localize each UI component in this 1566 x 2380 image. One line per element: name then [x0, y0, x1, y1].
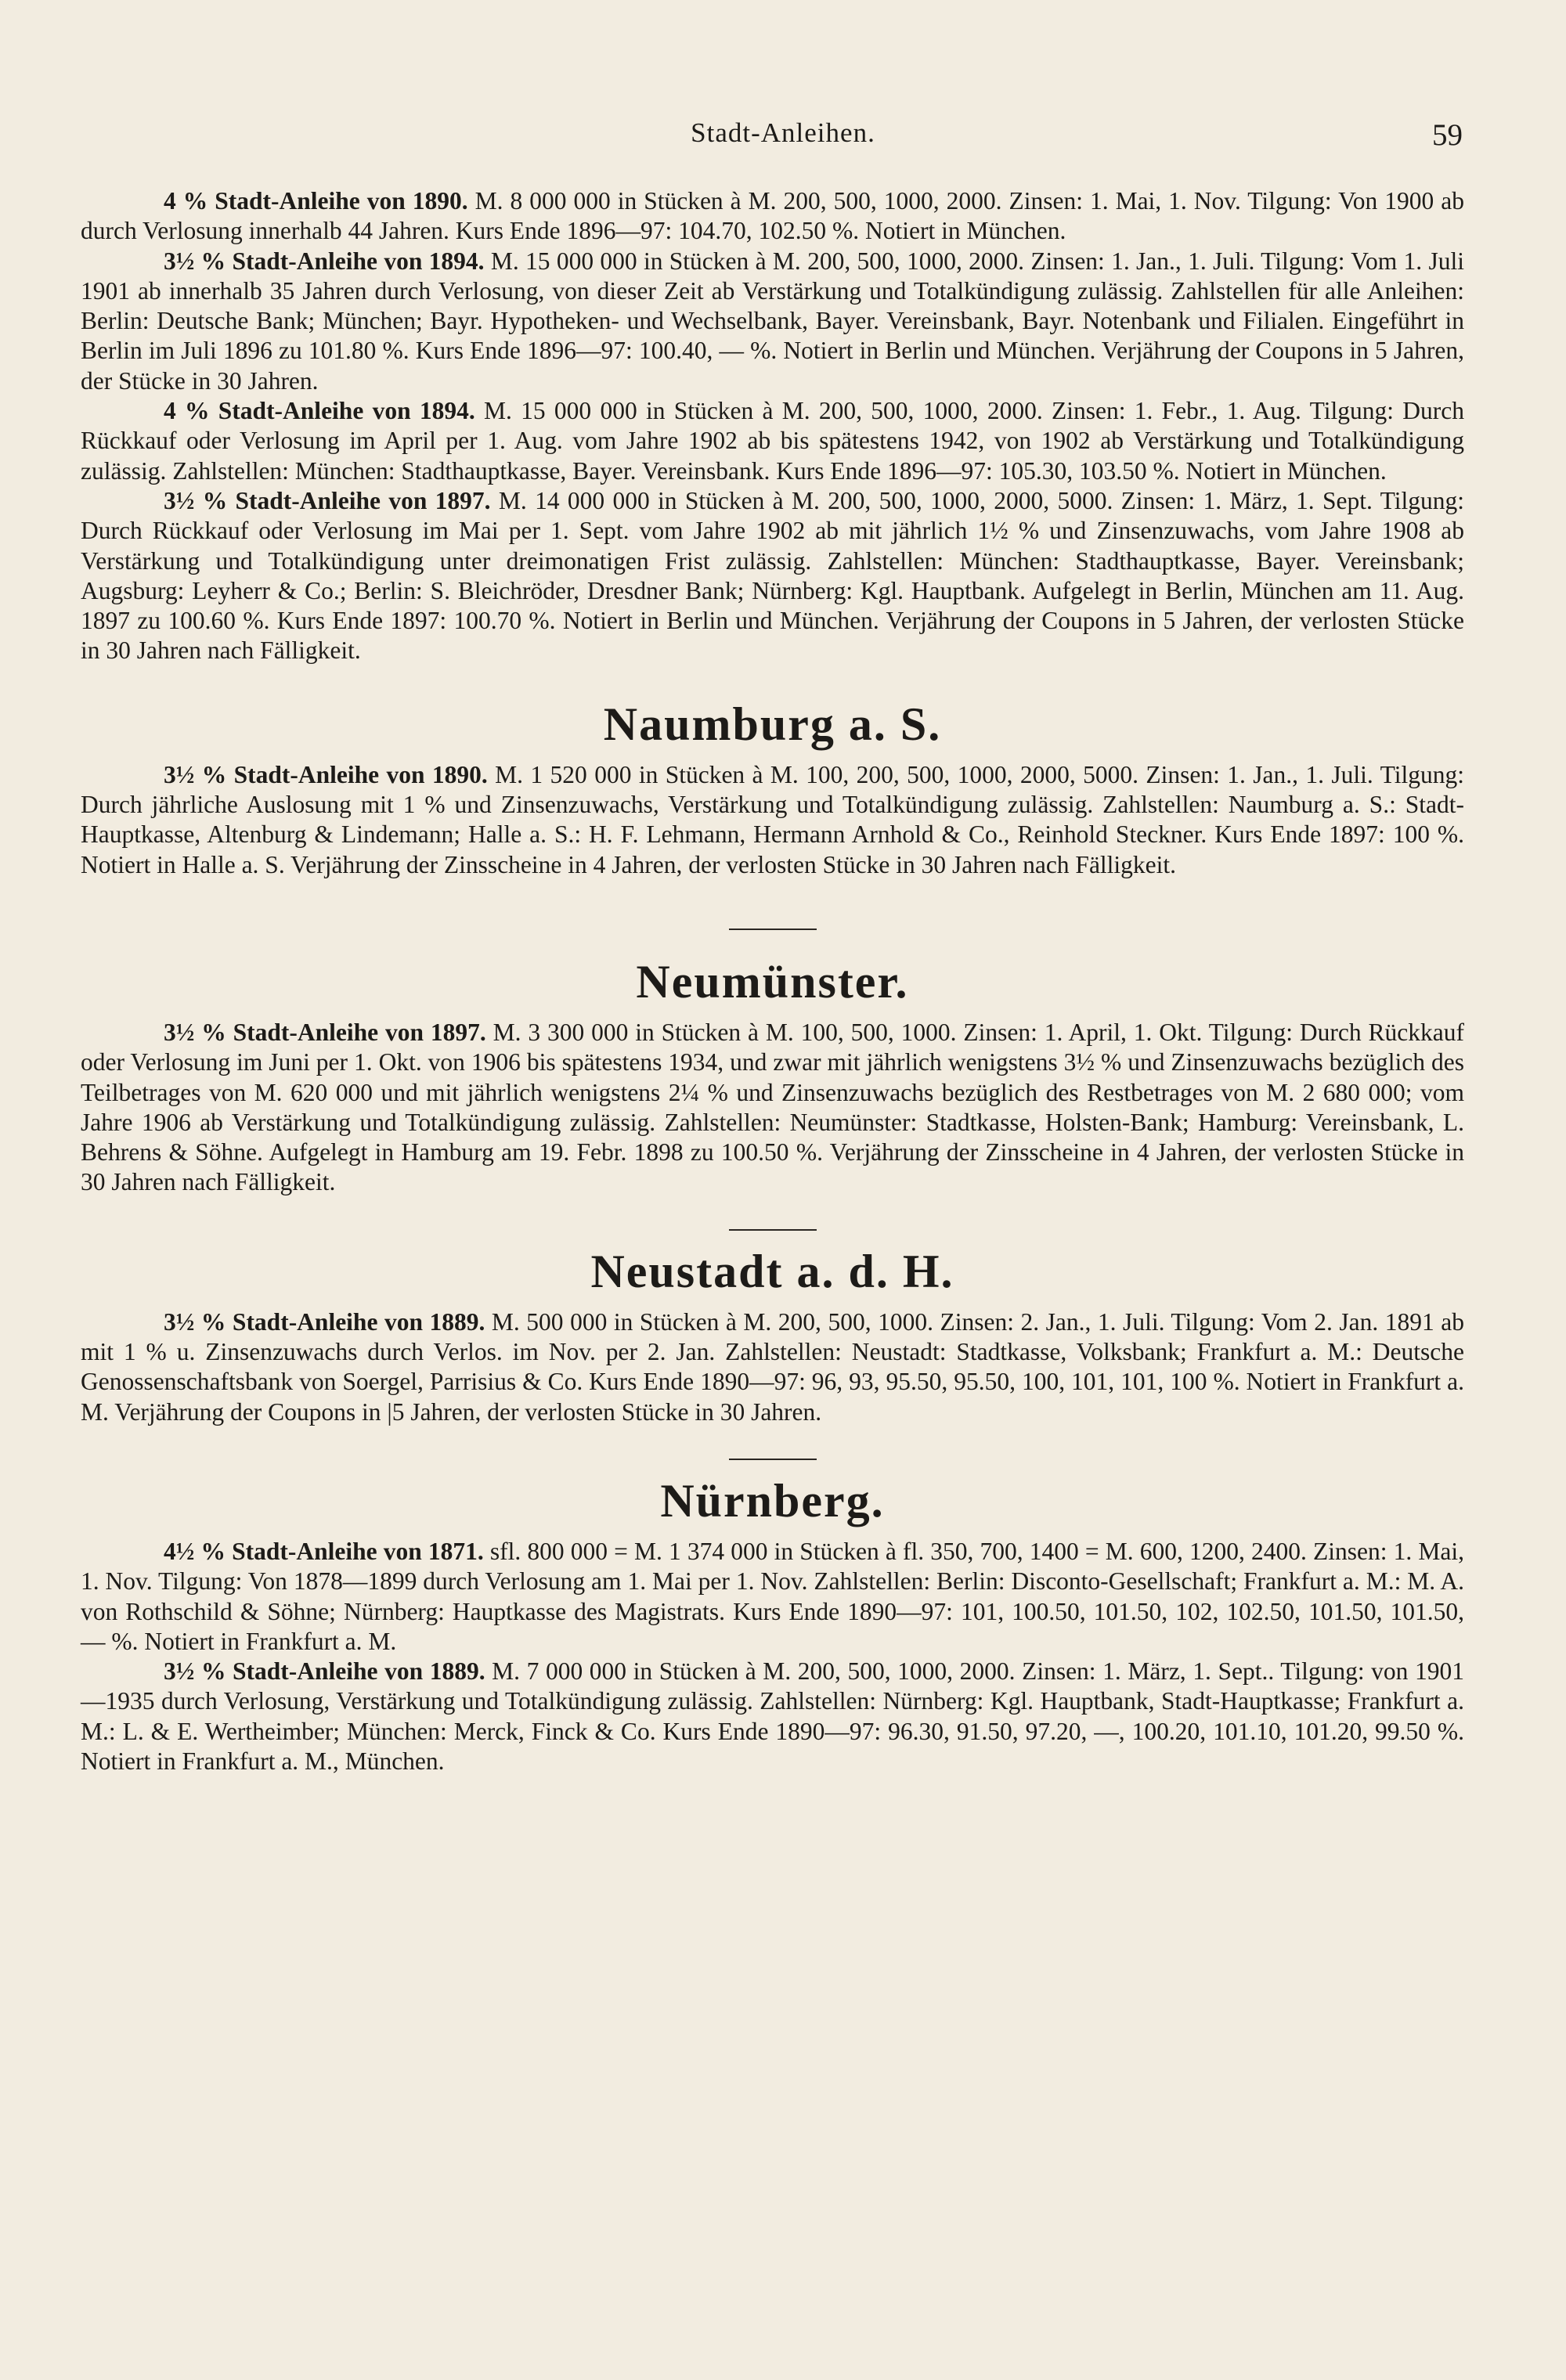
loan-text: M. 3 300 000 in Stücken à M. 100, 500, 1000. Zinsen: 1. April, 1. Okt. Tilgung: Durch Rückkauf oder Verlosung im Juni per 1. Okt. von 1906 bis spätestens 1934, und zwar mit jährlich wenigstens 3½ % und Zinsenzuwachs bezüglich des Teilbetrages von M. 620 000 und mit jährlich wenigstens 2¼ % und Zinsenzuwachs bezüglich des Restbetrages von M. 2 680 000; vom Jahre 1906 ab Verstärkung und Totalkündigung zulässig. Zahlstellen: Neumünster: Stadtkasse, Holsten-Bank; Hamburg: Vereinsbank, L. Behrens & Söhne. Aufgelegt in Hamburg am 19. Febr. 1898 zu 100.50 %. Verjährung der Zinsscheine in 4 Jahren, der verlosten Stücke in 30 Jahren nach Fälligkeit. — [81, 1018, 1464, 1196]
loan-text: M. 8 000 000 in Stücken à M. 200, 500, 1000, 2000. Zinsen: 1. Mai, 1. Nov. Tilgung: Von 1900 ab durch Verlosung innerhalb 44 Jahren. Kurs Ende 1896—97: 104.70, 102.50 %. Notiert in München. — [81, 187, 1464, 245]
loan-text: M. 14 000 000 in Stücken à M. 200, 500, 1000, 2000, 5000. Zinsen: 1. März, 1. Sept. Tilgung: Durch Rückkauf oder Verlosung im Mai per 1. Sept. vom Jahre 1902 ab mit jährlich 1½ % und Zinsenzuwachs, vom Jahre 1908 ab Verstärkung und Totalkündigung unter dreimonatigen Frist zulässig. Zahlstellen: München: Stadthauptkasse, Bayer. Vereinsbank; Augsburg: Leyherr & Co.; Berlin: S. Bleichröder, Dresdner Bank; Nürnberg: Kgl. Hauptbank. Aufgelegt in Berlin, München am 11. Aug. 1897 zu 100.60 %. Kurs Ende 1897: 100.70 %. Notiert in Berlin und München. Verjährung der Coupons in 5 Jahren, der verlosten Stücke in 30 Jahren nach Fälligkeit. — [81, 486, 1465, 665]
loan-title: 3½ % Stadt-Anleihe von 1890. — [164, 760, 488, 788]
loan-title: 3½ % Stadt-Anleihe von 1889. — [164, 1307, 485, 1336]
loan-text: M. 7 000 000 in Stücken à M. 200, 500, 1000, 2000. Zinsen: 1. März, 1. Sept.. Tilgung: von 1901—1935 durch Verlosung, Verstärkung und Totalkündigung zulässig. Zahlstellen: Nürnberg: Kgl. Hauptbank, Stadt-Hauptkasse; Frankfurt a. M.: L. & E. Wertheimber; München: Merck, Finck & Co. Kurs Ende 1890—97: 96.30, 91.50, 97.20, —, 100.20, 101.10, 101.20, 99.50 %. Notiert in Frankfurt a. M., München. — [81, 1657, 1465, 1775]
loan-title: 3½ % Stadt-Anleihe von 1894. — [164, 247, 485, 275]
loan-text: M. 1 520 000 in Stücken à M. 100, 200, 500, 1000, 2000, 5000. Zinsen: 1. Jan., 1. Juli. Tilgung: Durch jährliche Auslosung mit 1 % und Zinsenzuwachs, Verstärkung und Totalkündigung zulässig. Zahlstellen: Naumburg a. S.: Stadt-Hauptkasse, Altenburg & Lindemann; Halle a. S.: H. F. Lehmann, Hermann Arnhold & Co., Reinhold Steckner. Kurs Ende 1897: 100 %. Notiert in Halle a. S. Verjährung der Zinsscheine in 4 Jahren, der verlosten Stücke in 30 Jahren nach Fälligkeit. — [81, 760, 1465, 878]
loan-title: 4 % Stadt-Anleihe von 1890. — [164, 187, 468, 215]
loan-entry — [81, 1657, 1464, 1776]
loan-text: M. 15 000 000 in Stücken à M. 200, 500, 1000, 2000. Zinsen: 1. Jan., 1. Juli. Tilgung: Vom 1. Juli 1901 ab innerhalb 35 Jahren durch Verlosung, von dieser Zeit ab Verstärkung und Totalkündigung zulässig. Zahlstellen für alle Anleihen: Berlin: Deutsche Bank; München; Bayr. Hypotheken- und Wechselbank, Bayer. Vereinsbank, Bayr. Notenbank und Filialen. Eingeführt in Berlin im Juli 1896 zu 101.80 %. Kurs Ende 1896—97: 100.40, — %. Notiert in Berlin und München. Verjährung der Coupons in 5 Jahren, der Stücke in 30 Jahren. — [81, 247, 1465, 395]
loan-entry — [81, 186, 1464, 247]
loan-entry — [81, 396, 1464, 486]
page-body — [81, 186, 1464, 1776]
loan-title: 4 % Stadt-Anleihe von 1894. — [164, 397, 475, 425]
city-heading: Neustadt a. d. H. — [590, 1245, 954, 1297]
loan-title: 4½ % Stadt-Anleihe von 1871. — [164, 1537, 484, 1565]
loan-title: 3½ % Stadt-Anleihe von 1897. — [164, 486, 491, 514]
city-heading: Naumburg a. S. — [603, 698, 942, 750]
loan-entry — [81, 486, 1464, 666]
running-title: Stadt-Anleihen. — [691, 117, 875, 148]
loan-entry — [81, 1307, 1464, 1427]
loan-entry — [81, 760, 1464, 880]
loan-entry — [81, 1537, 1464, 1657]
loan-title: 3½ % Stadt-Anleihe von 1897. — [164, 1018, 486, 1046]
page-number: 59 — [1432, 118, 1463, 152]
loan-entry — [81, 247, 1464, 396]
loan-text: sfl. 800 000 = M. 1 374 000 in Stücken à fl. 350, 700, 1400 = M. 600, 1200, 2400. Zinsen: 1. Mai, 1. Nov. Tilgung: Von 1878—1899 durch Verlosung am 1. Mai per 1. Nov. Zahlstellen: Berlin: Disconto-Gesellschaft; Frankfurt a. M.: M. A. von Rothschild & Söhne; Nürnberg: Hauptkasse des Magistrats. Kurs Ende 1890—97: 101, 100.50, 101.50, 102, 102.50, 101.50, 101.50, — %. Notiert in Frankfurt a. M. — [81, 1537, 1464, 1655]
loan-text: M. 15 000 000 in Stücken à M. 200, 500, 1000, 2000. Zinsen: 1. Febr., 1. Aug. Tilgung: Durch Rückkauf oder Verlosung im April per 1. Aug. vom Jahre 1902 ab bis spätestens 1942, von 1902 ab Verstärkung und Totalkündigung zulässig. Zahlstellen: München: Stadthauptkasse, Bayer. Vereinsbank. Kurs Ende 1896—97: 105.30, 103.50 %. Notiert in München. — [81, 397, 1464, 485]
city-heading: Nürnberg. — [660, 1474, 885, 1527]
loan-title: 3½ % Stadt-Anleihe von 1889. — [164, 1657, 485, 1686]
loan-entry — [81, 1018, 1464, 1198]
loan-text: M. 500 000 in Stücken à M. 200, 500, 1000. Zinsen: 2. Jan., 1. Juli. Tilgung: Vom 2. Jan. 1891 ab mit 1 % u. Zinsenzuwachs durch Verlos. im Nov. per 2. Jan. Zahlstellen: Neustadt: Stadtkasse, Volksbank; Frankfurt a. M.: Deutsche Genossenschaftsbank von Soergel, Parrisius & Co. Kurs Ende 1890—97: 96, 93, 95.50, 95.50, 100, 101, 101, 100 %. Notiert in Frankfurt a. M. Verjährung der Coupons in |5 Jahren, der verlosten Stücke in 30 Jahren. — [81, 1307, 1464, 1426]
city-heading: Neumünster. — [636, 955, 909, 1008]
